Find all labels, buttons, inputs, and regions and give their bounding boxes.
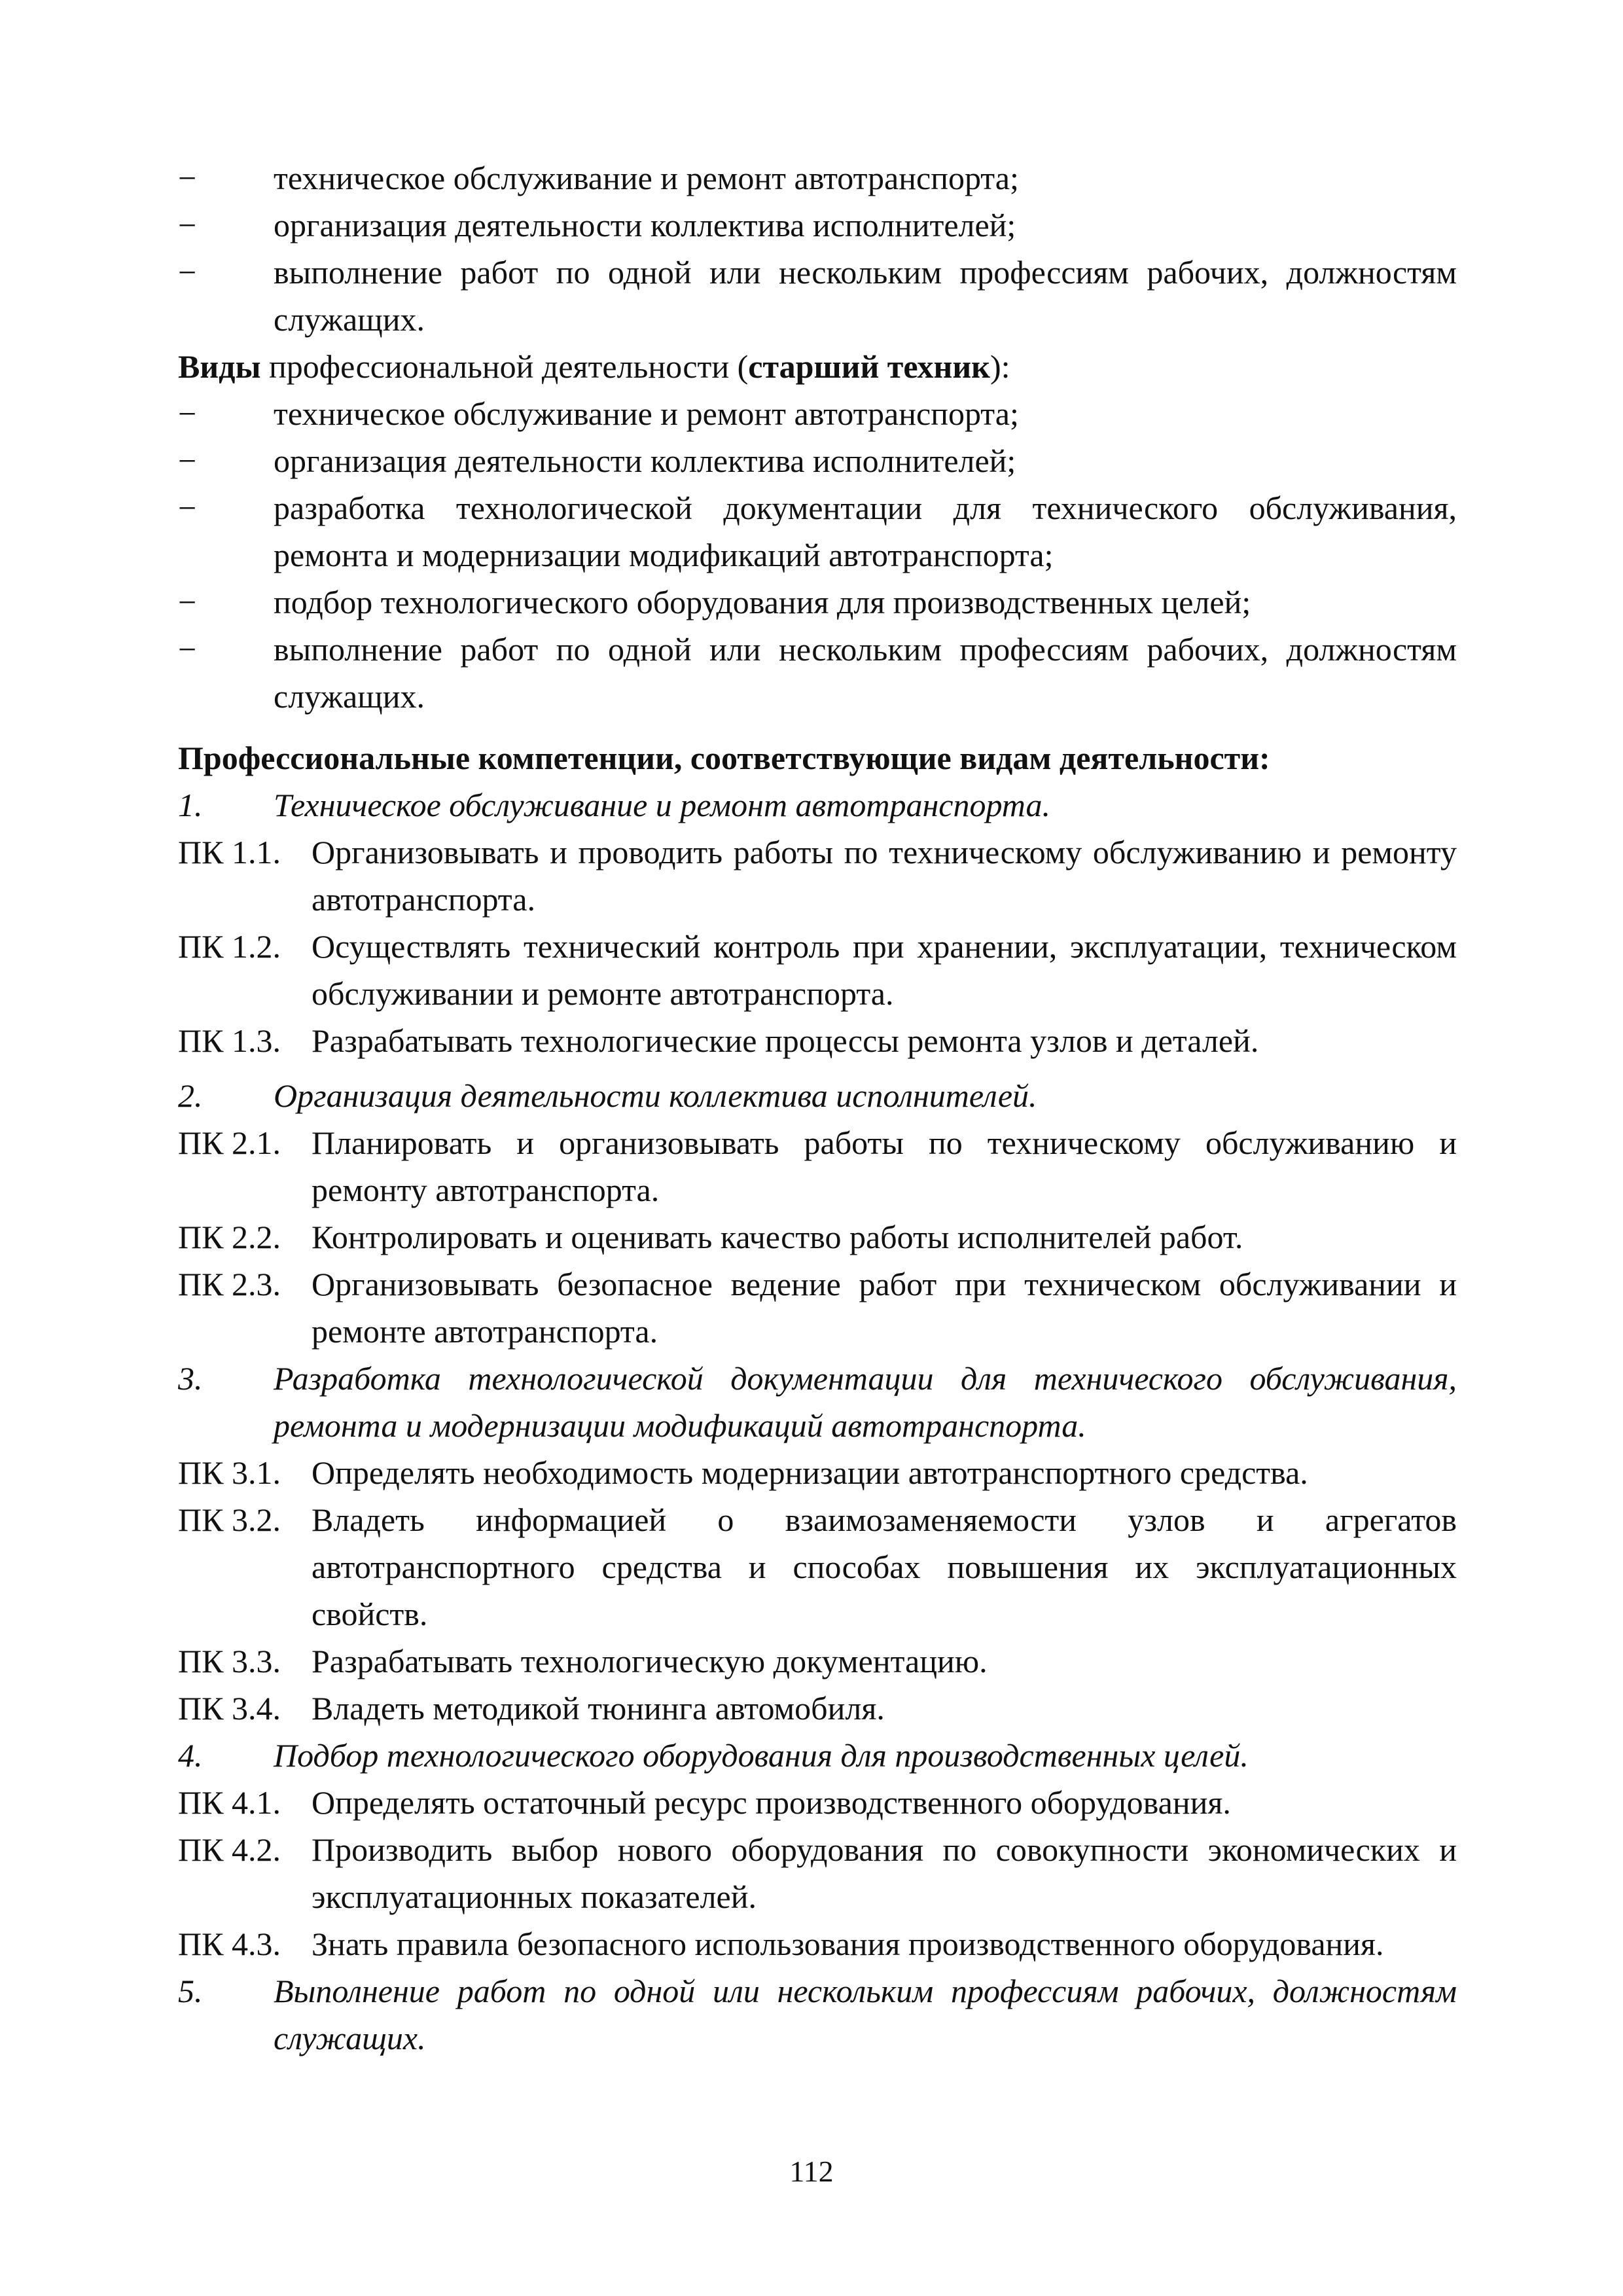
competency-item [178,1449,1457,1496]
competency-item [178,1017,1457,1064]
competency-item [178,1779,1457,1826]
competency-item [178,1261,1457,1355]
competency-item [178,1826,1457,1920]
section-title-text: Техническое обслуживание и ремонт автотранспорта. [274,787,1051,823]
competency-text: Организовывать безопасное ведение работ при техническом обслуживании и ремонте автотранспорта. [312,1266,1457,1350]
competency-item [178,1638,1457,1685]
list-item-text: подбор технологического оборудования для производственных целей; [274,584,1251,620]
competency-code: ПК 1.1. [178,834,281,870]
section-title [178,1967,1457,2062]
competency-item [178,829,1457,923]
list-item-text: выполнение работ по одной или нескольким профессиям рабочих, должностям служащих. [274,631,1457,715]
competencies-heading: Профессиональные компетенции, соответствующие видам деятельности: [178,740,1270,776]
list-item [178,202,1457,249]
dash-marker: − [178,160,197,196]
list-item [178,626,1457,720]
competency-code: ПК 1.3. [178,1022,281,1059]
list-item [178,154,1457,202]
competency-text: Определять остаточный ресурс производственного оборудования. [312,1784,1231,1821]
dash-marker: − [178,631,197,668]
list-item-text: организация деятельности коллектива исполнителей; [274,442,1016,479]
competency-code: ПК 4.3. [178,1926,281,1962]
senior-technician-heading [178,343,1457,390]
section-title [178,1072,1457,1119]
dash-marker: − [178,490,197,526]
list-item-text: разработка технологической документации для технического обслуживания, ремонта и модернизации модификаций автотранспорта; [274,490,1457,573]
dash-marker: − [178,207,197,243]
competency-section-3 [178,1355,1457,1732]
competency-code: ПК 3.2. [178,1501,281,1538]
list-item-text: техническое обслуживание и ремонт автотранспорта; [274,395,1019,432]
list-item [178,390,1457,437]
heading-text-end: ): [990,348,1010,385]
competency-item [178,923,1457,1017]
competency-code: ПК 3.4. [178,1690,281,1727]
dash-marker: − [178,254,197,291]
dash-marker: − [178,395,197,432]
competency-text: Разрабатывать технологические процессы ремонта узлов и деталей. [312,1022,1259,1059]
competency-text: Определять необходимость модернизации автотранспортного средства. [312,1454,1308,1491]
competency-text: Контролировать и оценивать качество работы исполнителей работ. [312,1219,1243,1255]
list-item [178,249,1457,343]
list-item [178,437,1457,484]
competency-section-1 [178,781,1457,1064]
list-item [178,484,1457,579]
competency-section-2 [178,1072,1457,1355]
competency-item [178,1496,1457,1638]
dash-marker: − [178,584,197,620]
competency-section-5 [178,1967,1457,2062]
heading-bold-word: Виды [178,348,261,385]
section-title-text: Выполнение работ по одной или нескольким профессиям рабочих, должностям служащих. [274,1973,1457,2056]
section-number: 5. [178,1973,203,2009]
section-title [178,1732,1457,1779]
competency-text: Знать правила безопасного использования производственного оборудования. [312,1926,1384,1962]
competency-code: ПК 4.1. [178,1784,281,1821]
section-title [178,1355,1457,1449]
competency-text: Организовывать и проводить работы по техническому обслуживанию и ремонту автотранспорта. [312,834,1457,918]
section-number: 3. [178,1360,203,1397]
competency-code: ПК 2.3. [178,1266,281,1302]
page-number: 112 [789,2155,834,2188]
competency-code: ПК 2.2. [178,1219,281,1255]
competency-text: Планировать и организовывать работы по техническому обслуживанию и ремонту автотранспорта. [312,1124,1457,1208]
competency-code: ПК 3.1. [178,1454,281,1491]
heading-text: профессиональной деятельности ( [260,348,749,385]
activities-list-1 [178,154,1457,343]
competency-code: ПК 3.3. [178,1643,281,1679]
section-number: 1. [178,787,203,823]
section-number: 4. [178,1737,203,1774]
activities-list-2 [178,390,1457,720]
competency-text: Разрабатывать технологическую документацию. [312,1643,988,1679]
list-item-text: организация деятельности коллектива исполнителей; [274,207,1016,243]
competency-text: Владеть методикой тюнинга автомобиля. [312,1690,885,1727]
list-item-text: выполнение работ по одной или нескольким профессиям рабочих, должностям служащих. [274,254,1457,338]
competency-text: Производить выбор нового оборудования по совокупности экономических и эксплуатационных показателей. [312,1831,1457,1915]
page-content [178,154,1457,2062]
competency-code: ПК 4.2. [178,1831,281,1868]
competency-text: Осуществлять технический контроль при хранении, эксплуатации, техническом обслуживании и ремонте автотранспорта. [312,928,1457,1012]
competency-code: ПК 1.2. [178,928,281,965]
section-title-text: Подбор технологического оборудования для производственных целей. [274,1737,1249,1774]
competency-code: ПК 2.1. [178,1124,281,1161]
competency-text: Владеть информацией о взаимозаменяемости узлов и агрегатов автотранспортного средства и способах повышения их эксплуатационных свойств. [312,1501,1457,1632]
section-title [178,781,1457,829]
competency-section-4 [178,1732,1457,1967]
dash-marker: − [178,442,197,479]
section-title-text: Организация деятельности коллектива исполнителей. [274,1077,1037,1114]
competency-item [178,1920,1457,1967]
heading-qualification: старший техник [748,348,990,385]
section-title-text: Разработка технологической документации для технического обслуживания, ремонта и модернизации модификаций автотранспорта. [274,1360,1457,1444]
list-item [178,579,1457,626]
competency-item [178,1213,1457,1261]
list-item-text: техническое обслуживание и ремонт автотранспорта; [274,160,1019,196]
section-number: 2. [178,1077,203,1114]
competency-item [178,1685,1457,1732]
competency-item [178,1119,1457,1213]
